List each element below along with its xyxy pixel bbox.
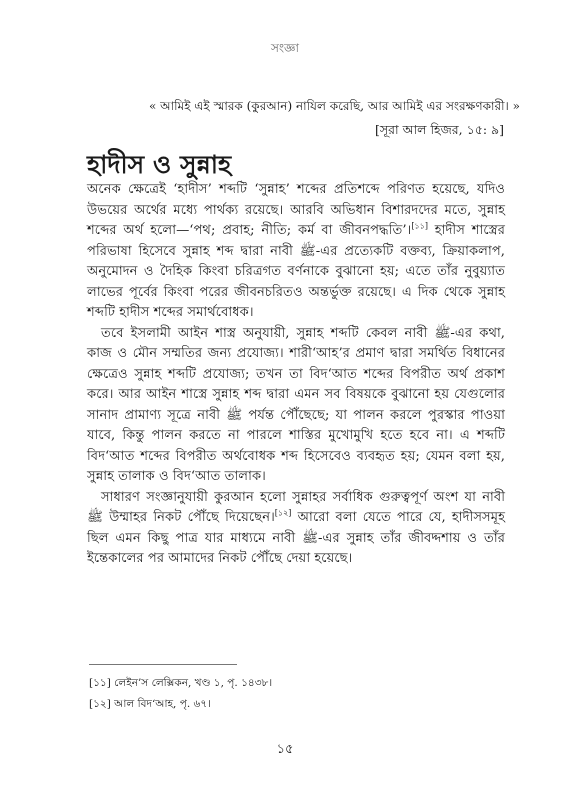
footnote-divider (89, 664, 237, 665)
paragraph (87, 180, 505, 324)
section-body (87, 180, 505, 570)
paragraph-text: অনেক ক্ষেত্রেই ‘হাদীস’ শব্দটি ‘সুন্নাহ’ শব্দের প্রতিশব্দে পরিণত হয়েছে, যদিও উভয়ের অর্থের মধ্যে পার্থক্য রয়েছে। আরবি অভিধান বিশারদদের মতে, সুন্নাহ শব্দের অর্থ হলো—‘পথ; প্রবাহ; নীতি; কর্ম বা জীবনপদ্ধতি’। (87, 182, 505, 238)
paragraph-text: হাদীস শাস্ত্রের পরিভাষা হিসেবে সুন্নাহ শব্দ দ্বারা নাবী ﷺ-এর প্রত্যেকটি বক্তব্য, ক্রিয়াকলাপ, অনুমোদন ও দৈহিক কিংবা চরিত্রগত বর্ণনাকে বুঝানো হয়; এতে তাঁর নুবুয়্যাত লাভের পূর্বের কিংবা পরের জীবনচরিতও অন্তর্ভুক্ত রয়েছে। এ দিক থেকে সুন্নাহ শব্দটি হাদীস শব্দের সমার্থবোধক। (87, 223, 505, 320)
paragraph-text: আরো বলা যেতে পারে যে, হাদীসসমূহ ছিল এমন কিছু পাত্র যার মাধ্যমে নাবী ﷺ-এর সুন্নাহ তাঁর জীবদ্দশায় ও তাঁর ইন্তেকালের পর আমাদের নিকট পৌঁছে দেয়া হয়েছে। (87, 510, 506, 566)
section-heading: হাদীস ও সুন্নাহ (87, 150, 232, 179)
footnote: [১২] আল বিদ‘আহ, পৃ. ৬৭। (89, 698, 211, 710)
paragraph-text: সাধারণ সংজ্ঞানুযায়ী কুরআন হলো সুন্নাহর সর্বাধিক গুরুত্বপূর্ণ অংশ যা নাবী ﷺ উম্মাহর নিকট পৌঁছে দিয়েছেন। (87, 489, 505, 525)
footnote-ref[interactable]: [১১] (411, 221, 428, 231)
quote-source: [সূরা আল হিজর, ১৫: ৯] (374, 122, 504, 137)
paragraph: তবে ইসলামী আইন শাস্ত্র অনুযায়ী, সুন্নাহ শব্দটি কেবল নাবী ﷺ-এর কথা, কাজ ও মৌন সম্মতির জন্য প্রযোজ্য। শারী‘আহ’র প্রমাণ দ্বারা সমর্থিত বিধানের ক্ষেত্রেও সুন্নাহ শব্দটি প্রযোজ্য; তখন তা বিদ‘আত শব্দের বিপরীত অর্থ প্রকাশ করে। আর আইন শাস্ত্রে সুন্নাহ শব্দ দ্বারা এমন সব বিষয়কে বুঝানো হয় যেগুলোর সানাদ প্রামাণ্য সূত্রে নাবী ﷺ পর্যন্ত পৌঁছেছে; যা পালন করলে পুরস্কার পাওয়া যাবে, কিন্তু পালন করতে না পারলে শাস্তির মুখোমুখি হতে হবে না। এ শব্দটি বিদ‘আত শব্দের বিপরীত অর্থবোধক শব্দ হিসেবেও ব্যবহৃত হয়; যেমন বলা হয়, সুন্নাহ তালাক ও বিদ‘আত তালাক। (87, 325, 506, 484)
running-head: সংজ্ঞা (270, 41, 300, 55)
quran-quote: « আমিই এই স্মারক (কুরআন) নাযিল করেছি, আর আমিই এর সংরক্ষণকারী। » (148, 99, 520, 113)
footnote: [১১] লেইন’স লেক্সিকন, খণ্ড ১, পৃ. ১৪৩৮। (89, 677, 273, 689)
footnote-ref[interactable]: [১২] (274, 508, 292, 518)
paragraph (87, 488, 505, 570)
page-number: ১৫ (276, 742, 294, 757)
